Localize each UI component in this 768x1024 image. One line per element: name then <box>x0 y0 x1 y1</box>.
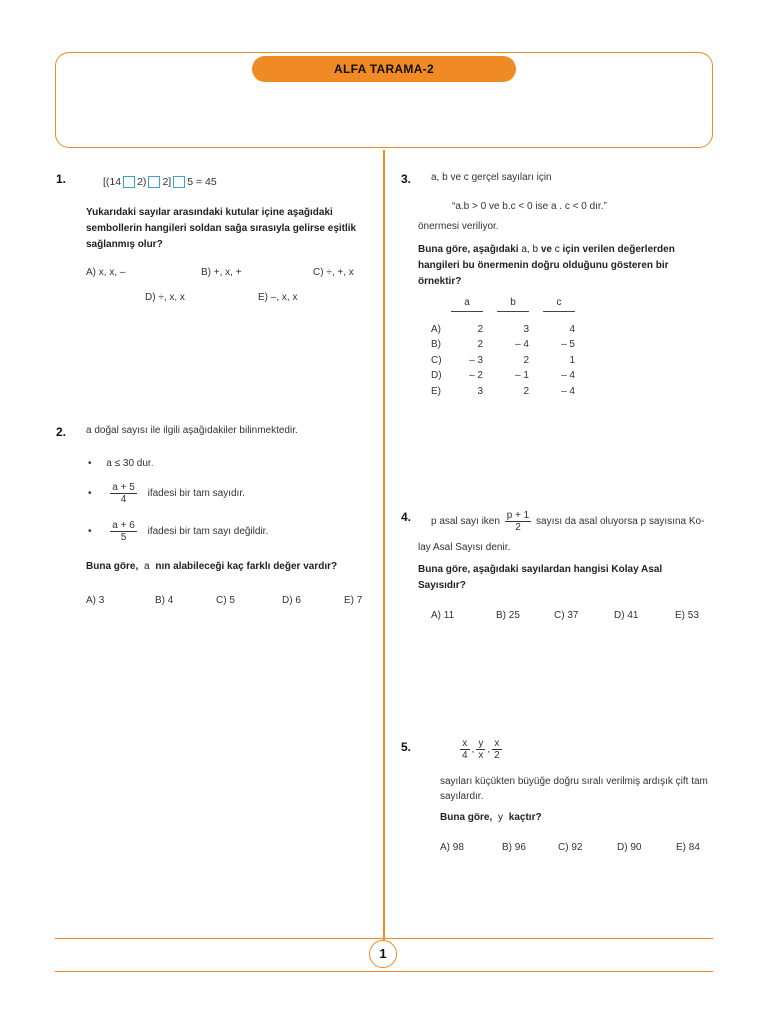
question-3-table <box>431 295 575 399</box>
row-label: D) <box>431 370 442 382</box>
denominator: 4 <box>462 750 468 761</box>
page-number: 1 <box>369 940 397 968</box>
bullet-icon: • <box>88 458 92 469</box>
option-d[interactable]: D) ÷, x, x <box>145 292 185 303</box>
row-label: B) <box>431 339 441 351</box>
variable: a <box>144 561 150 572</box>
question-text: ve <box>540 244 552 255</box>
question-3-intro: a, b ve c gerçel sayıları için <box>431 172 552 183</box>
option-d[interactable]: D) 6 <box>282 595 301 606</box>
question-4-text <box>431 510 704 533</box>
option-c[interactable]: C) 5 <box>216 595 235 606</box>
question-5-text: sayıları küçükten büyüğe doğru sıralı verilmiş ardışık çift tam sayılardır. <box>440 776 708 802</box>
option-b[interactable]: B) 96 <box>502 842 526 853</box>
question-text: nın alabileceği kaç farklı değer vardır? <box>155 561 338 572</box>
question-text: için verilen değerlerden hangileri bu önermenin doğru olduğunu gösteren bir örnektir? <box>418 244 675 287</box>
text: sayısı da asal oluyorsa p sayısına Ko- <box>536 516 705 528</box>
question-text: kaçtır? <box>508 812 542 823</box>
question-3-statement: “a.b > 0 ve b.c < 0 ise a . c < 0 dır.” <box>452 201 607 212</box>
table-row[interactable] <box>431 353 575 369</box>
cell-b: 2 <box>523 354 529 366</box>
cell-b: – 4 <box>515 339 529 351</box>
denominator: 5 <box>120 532 127 543</box>
question-1-expression <box>103 176 217 188</box>
fraction <box>492 738 502 761</box>
variable: c <box>554 244 560 255</box>
table-row[interactable] <box>431 337 575 353</box>
option-e[interactable]: E) 84 <box>676 842 700 853</box>
cell-c: 1 <box>569 354 575 366</box>
option-a[interactable]: A) 3 <box>86 595 105 606</box>
separator: , <box>487 744 491 756</box>
fraction <box>110 520 137 543</box>
option-e[interactable]: E) 53 <box>675 610 699 621</box>
question-3-number: 3. <box>401 172 412 186</box>
fraction <box>505 510 532 533</box>
option-c[interactable]: C) 92 <box>558 842 583 853</box>
numerator: a + 6 <box>112 520 135 531</box>
question-2-question <box>86 559 337 575</box>
denominator: 2 <box>494 750 500 761</box>
denominator: 4 <box>120 494 127 505</box>
footer-line-top <box>55 938 713 939</box>
cell-c: – 5 <box>561 339 575 351</box>
option-a[interactable]: A) x, x, – <box>86 267 126 278</box>
numerator: y <box>478 738 484 749</box>
option-e[interactable]: E) 7 <box>344 595 363 606</box>
question-5-fractions <box>458 738 504 761</box>
fraction <box>460 738 470 761</box>
table-row[interactable] <box>431 368 575 384</box>
expr-part: 5 = 45 <box>187 176 217 188</box>
option-c[interactable]: C) ÷, +, x <box>313 267 354 278</box>
expr-part: [(14 <box>103 176 122 188</box>
option-a[interactable]: A) 98 <box>440 842 464 853</box>
option-c[interactable]: C) 37 <box>554 610 579 621</box>
option-e[interactable]: E) –, x, x <box>258 292 298 303</box>
table-header-row <box>431 295 575 311</box>
numerator: p + 1 <box>506 510 530 521</box>
question-2-bullet-3 <box>88 520 268 543</box>
table-row[interactable] <box>431 322 575 338</box>
bullet-text: ifadesi bir tam sayı değildir. <box>147 526 269 538</box>
separator: , <box>471 744 475 756</box>
cell-b: 2 <box>523 385 529 397</box>
variable: y <box>498 812 504 823</box>
bullet-icon: • <box>88 526 92 538</box>
cell-b: – 1 <box>515 370 529 382</box>
question-2-bullet-1 <box>88 458 153 469</box>
numerator: a + 5 <box>112 482 135 493</box>
question-2-intro: a doğal sayısı ile ilgili aşağıdakiler bilinmektedir. <box>86 425 298 436</box>
option-b[interactable]: B) 25 <box>496 610 520 621</box>
fraction <box>476 738 485 761</box>
option-d[interactable]: D) 41 <box>614 610 639 621</box>
text: p asal sayı iken <box>431 516 500 528</box>
question-4-text-line2: lay Asal Sayısı denir. <box>418 542 511 553</box>
cell-a: – 3 <box>469 354 483 366</box>
column-divider <box>383 150 385 940</box>
question-5-number: 5. <box>401 740 412 754</box>
question-text: Buna göre, aşağıdaki <box>418 244 519 255</box>
question-1-text: Yukarıdaki sayılar arasındaki kutular içine aşağıdaki sembollerin hangileri soldan sağa sırasıyla gelirse eşitlik sağlanmış olur? <box>86 207 357 250</box>
bullet-text: a ≤ 30 dur. <box>106 458 154 469</box>
option-a[interactable]: A) 11 <box>431 610 455 621</box>
question-4-question: Buna göre, aşağıdaki sayılardan hangisi Kolay Asal Sayısıdır? <box>418 564 663 591</box>
blank-box-1 <box>123 176 135 188</box>
question-2-bullet-2 <box>88 482 245 505</box>
row-label: A) <box>431 323 441 335</box>
bullet-text: ifadesi bir tam sayıdır. <box>147 488 245 500</box>
question-4-number: 4. <box>401 510 412 524</box>
bullet-icon: • <box>88 488 92 500</box>
fraction <box>110 482 137 505</box>
blank-box-2 <box>148 176 160 188</box>
cell-c: – 4 <box>561 385 575 397</box>
blank-box-3 <box>173 176 185 188</box>
table-header: c <box>543 295 575 311</box>
table-header: a <box>451 295 483 311</box>
cell-a: 2 <box>477 323 483 335</box>
table-row[interactable] <box>431 384 575 400</box>
row-label: C) <box>431 354 442 366</box>
table-header: b <box>497 295 529 311</box>
row-label: E) <box>431 385 441 397</box>
cell-c: – 4 <box>561 370 575 382</box>
question-2-number: 2. <box>56 425 67 439</box>
page-title: ALFA TARAMA-2 <box>252 56 516 82</box>
option-b[interactable]: B) 4 <box>155 595 174 606</box>
denominator: x <box>478 750 484 761</box>
numerator: x <box>460 738 470 750</box>
question-text: Buna göre, <box>440 812 493 823</box>
variables: a, b <box>521 244 539 255</box>
option-b[interactable]: B) +, x, + <box>201 267 242 278</box>
numerator: x <box>492 738 502 750</box>
footer-line-bottom <box>55 971 713 972</box>
cell-a: 3 <box>477 385 483 397</box>
question-3-given: önermesi veriliyor. <box>418 221 499 232</box>
cell-c: 4 <box>569 323 575 335</box>
question-1-number: 1. <box>56 172 67 186</box>
cell-a: – 2 <box>469 370 483 382</box>
question-5-question <box>440 810 542 826</box>
expr-part: 2] <box>162 176 172 188</box>
cell-b: 3 <box>523 323 529 335</box>
question-3-question <box>418 242 708 290</box>
question-text: Buna göre, <box>86 561 139 572</box>
expr-part: 2) <box>137 176 147 188</box>
option-d[interactable]: D) 90 <box>617 842 642 853</box>
cell-a: 2 <box>477 339 483 351</box>
denominator: 2 <box>515 522 521 533</box>
